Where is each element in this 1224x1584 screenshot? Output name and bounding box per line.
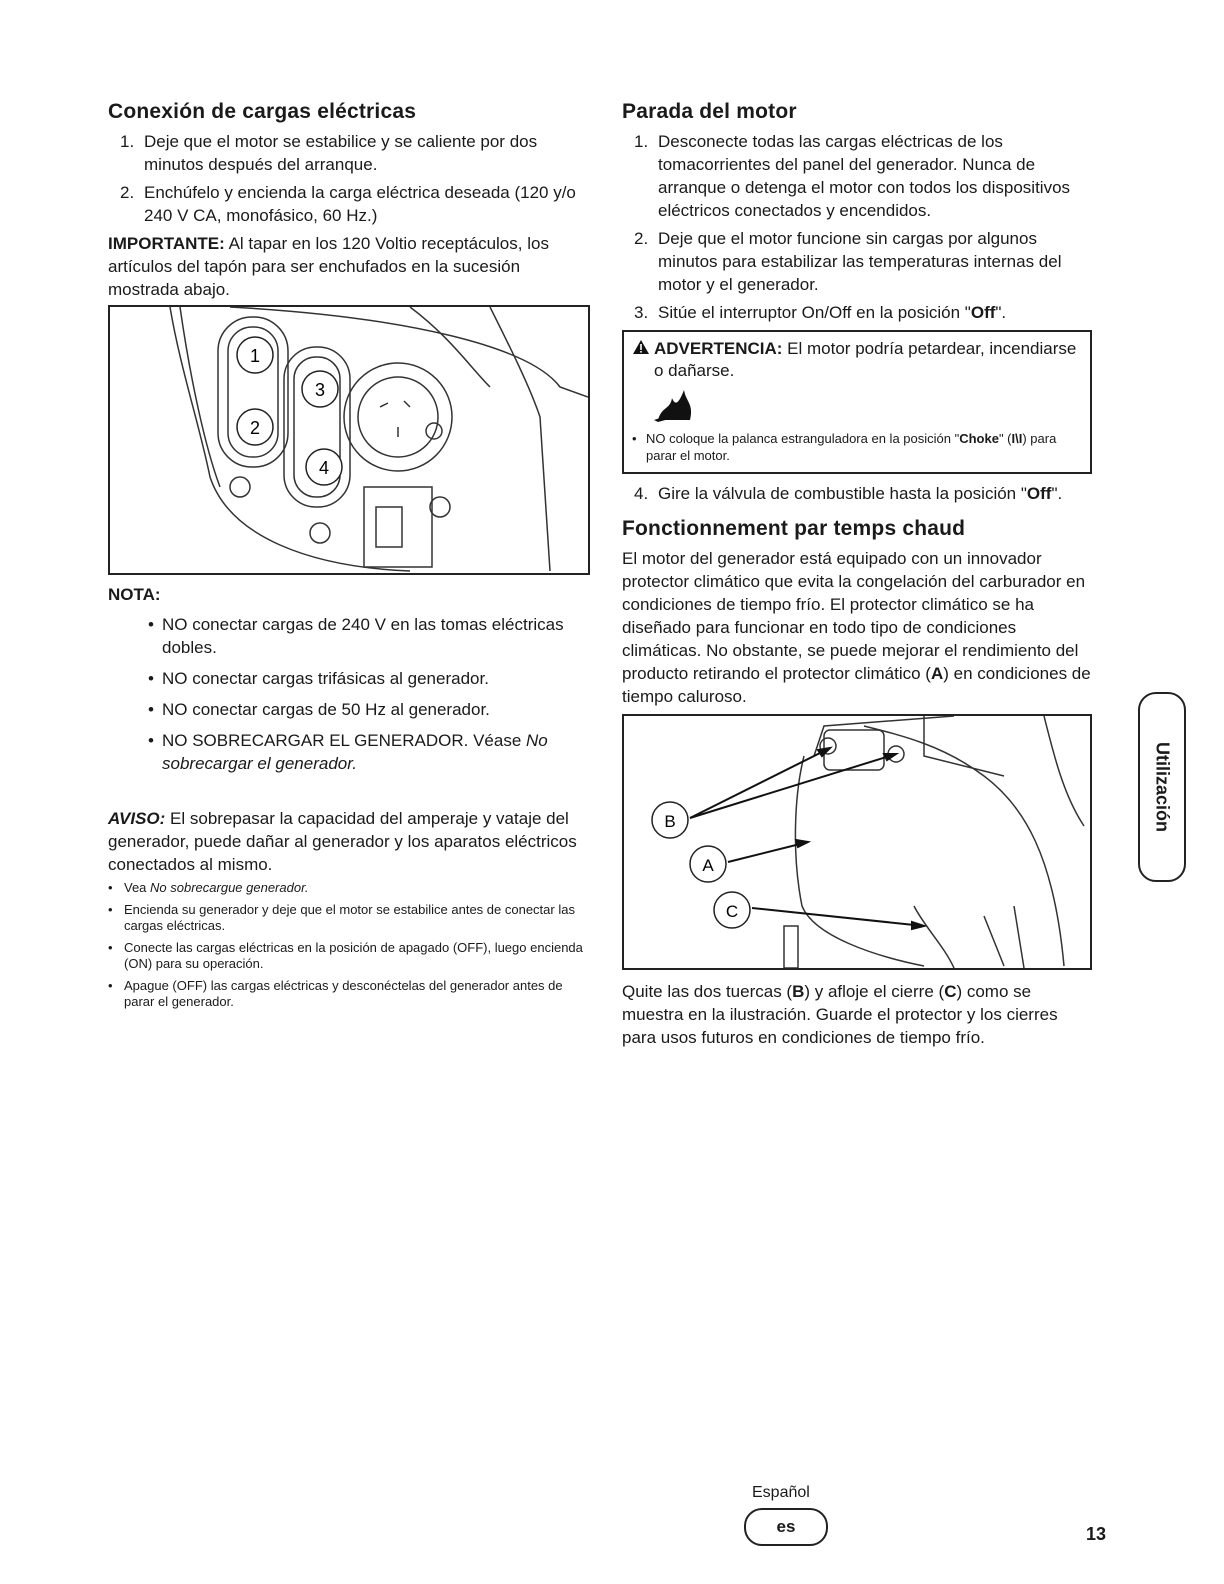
hot-weather-paragraph: El motor del generador está equipado con un innovador protector climático que evita la congelación del carburador en condiciones de tiempo frío. El protector climático se ha diseñado para funcionar en todo tipo de condiciones climáticas. No obstante, se puede mejorar el rendimiento del producto retirando el protector climático (A) en condiciones de tiempo caluroso. [622,549,1091,706]
list-item: • Vea No sobrecargue generador. [108,880,309,895]
section-side-tab [1138,692,1186,882]
outlet-label-2: 2 [249,418,261,438]
section-heading-hot-weather: Fonctionnement par temps chaud [622,517,966,540]
language-badge: es [744,1508,828,1546]
list-item: • Apague (OFF) las cargas eléctricas y desconéctelas del generador antes de parar el generador. [108,978,563,1009]
side-tab-label: Utilización [1152,741,1173,833]
outlet-label-4: 4 [318,458,330,478]
list-item: • NO conectar cargas de 240 V en las tomas eléctricas dobles. [148,615,564,657]
outlet-label-1: 1 [249,346,261,366]
important-note [108,232,590,301]
callout-label-b: B [664,812,676,831]
list-item: 4. Gire la válvula de combustible hasta la posición "Off". [634,484,1063,503]
right-column [622,100,1092,1049]
section-heading-stop: Parada del motor [622,100,797,123]
warning-box: ADVERTENCIA: El motor podría petardear, incendiarse o dañarse. • NO coloque la palanca estranguladora en la posición "Choke" (I\I) para parar el motor. [622,330,1092,474]
callout-label-a: A [702,856,714,875]
left-column [108,100,590,1016]
section-heading-loads: Conexión de cargas eléctricas [108,100,417,123]
aviso-label: AVISO: [108,809,166,828]
list-item: • NO conectar cargas de 50 Hz al generador. [148,700,490,719]
list-item: • NO SOBRECARGAR EL GENERADOR. Véase No sobrecargar el generador. [148,731,548,773]
weather-shield-illustration [624,716,1090,968]
aviso-list [108,880,590,1010]
list-item: • NO conectar cargas trifásicas al generador. [148,669,489,688]
stop-steps-list [622,130,1092,324]
choke-symbol: I\I [1011,431,1023,446]
list-item: 3. Sitúe el interruptor On/Off en la posición "Off". [634,303,1007,322]
warning-label: ADVERTENCIA: [654,339,783,358]
warning-triangle-icon [632,339,650,361]
nota-list [108,613,590,775]
outlet-label-3: 3 [314,380,326,400]
receptacle-illustration [110,307,588,573]
important-text: Al tapar en los 120 Voltio receptáculos, los artículos del tapón para ser enchufados en la sucesión mostrada abajo. [108,234,549,299]
list-item: 1. Deje que el motor se estabilice y se caliente por dos minutos después del arranque. [120,132,538,174]
warning-item: • NO coloque la palanca estranguladora en la posición "Choke" (I\I) para parar el motor. [632,431,1057,463]
figure-caption: Quite las dos tuercas (B) y afloje el cierre (C) como se muestra en la ilustración. Guarde el protector y los cierres para usos futuros en condiciones de tiempo frío. [622,982,1058,1047]
list-item: 2. Enchúfelo y encienda la carga eléctrica deseada (120 y/o 240 V CA, monofásico, 60 Hz.) [120,183,576,225]
nota-title: NOTA: [108,585,161,604]
shield-callout-markers [652,802,750,928]
receptacle-figure [108,305,590,575]
list-item: 1. Desconecte todas las cargas eléctricas de los tomacorrientes del panel del generador. Nunca de arranque o detenga el motor con todos los dispositivos eléctricos conectados y encendidos. [634,132,1071,220]
list-item: 2. Deje que el motor funcione sin cargas por algunos minutos para estabilizar las temperaturas internas del motor y el generador. [634,229,1062,294]
load-steps-list [108,130,590,227]
page-number: 13 [1086,1524,1107,1544]
list-item: • Conecte las cargas eléctricas en la posición de apagado (OFF), luego encienda (ON) para su operación. [108,940,583,971]
callout-label-c: C [725,902,739,921]
list-item: • Encienda su generador y deje que el motor se estabilice antes de conectar las cargas eléctricas. [108,902,575,933]
stop-steps-list-continued [622,482,1092,505]
footer-language: Español [752,1484,810,1501]
aviso-note: AVISO: El sobrepasar la capacidad del amperaje y vataje del generador, puede dañar al generador y los aparatos eléctricos conectados al mismo. [108,809,577,874]
important-label: IMPORTANTE: [108,234,225,253]
fire-hazard-icon [650,386,1082,422]
weather-shield-figure [622,714,1092,970]
